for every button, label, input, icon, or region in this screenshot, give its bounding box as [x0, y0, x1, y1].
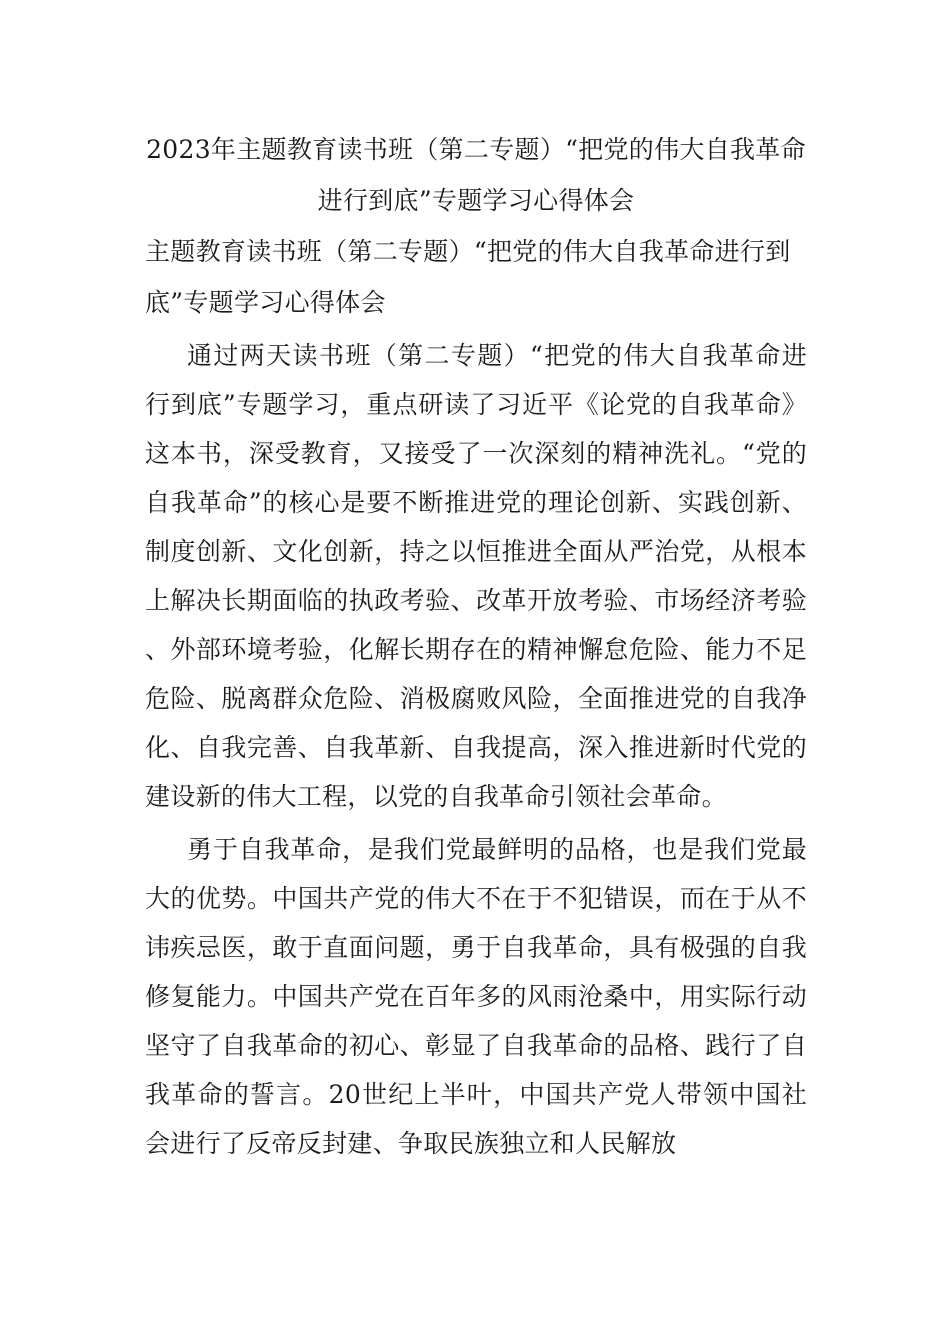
document-body	[145, 124, 807, 1168]
document-title: 2023年主题教育读书班（第二专题）“把党的伟大自我革命进行到底”专题学习心得体会	[146, 135, 806, 215]
document-subtitle: 主题教育读书班（第二专题）“把党的伟大自我革命进行到底”专题学习心得体会	[145, 237, 791, 317]
paragraph-1: 通过两天读书班（第二专题）“把党的伟大自我革命进行到底”专题学习，重点研读了习近平《论党的自我革命》这本书，深受教育，又接受了一次深刻的精神洗礼。“党的自我革命”的核心是要不断推进党的理论创新、实践创新、制度创新、文化创新，持之以恒推进全面从严治党，从根本上解决长期面临的执政考验、改革开放考验、市场经济考验、外部环境考验，化解长期存在的精神懈怠危险、能力不足危险、脱离群众危险、消极腐败风险，全面推进党的自我净化、自我完善、自我革新、自我提高，深入推进新时代党的建设新的伟大工程，以党的自我革命引领社会革命。	[145, 341, 807, 811]
paragraph-2: 勇于自我革命，是我们党最鲜明的品格，也是我们党最大的优势。中国共产党的伟大不在于不犯错误，而在于从不讳疾忌医，敢于直面问题，勇于自我革命，具有极强的自我修复能力。中国共产党在百年多的风雨沧桑中，用实际行动坚守了自我革命的初心、彰显了自我革命的品格、践行了自我革命的誓言。20世纪上半叶，中国共产党人带领中国社会进行了反帝反封建、争取民族独立和人民解放	[145, 835, 807, 1158]
